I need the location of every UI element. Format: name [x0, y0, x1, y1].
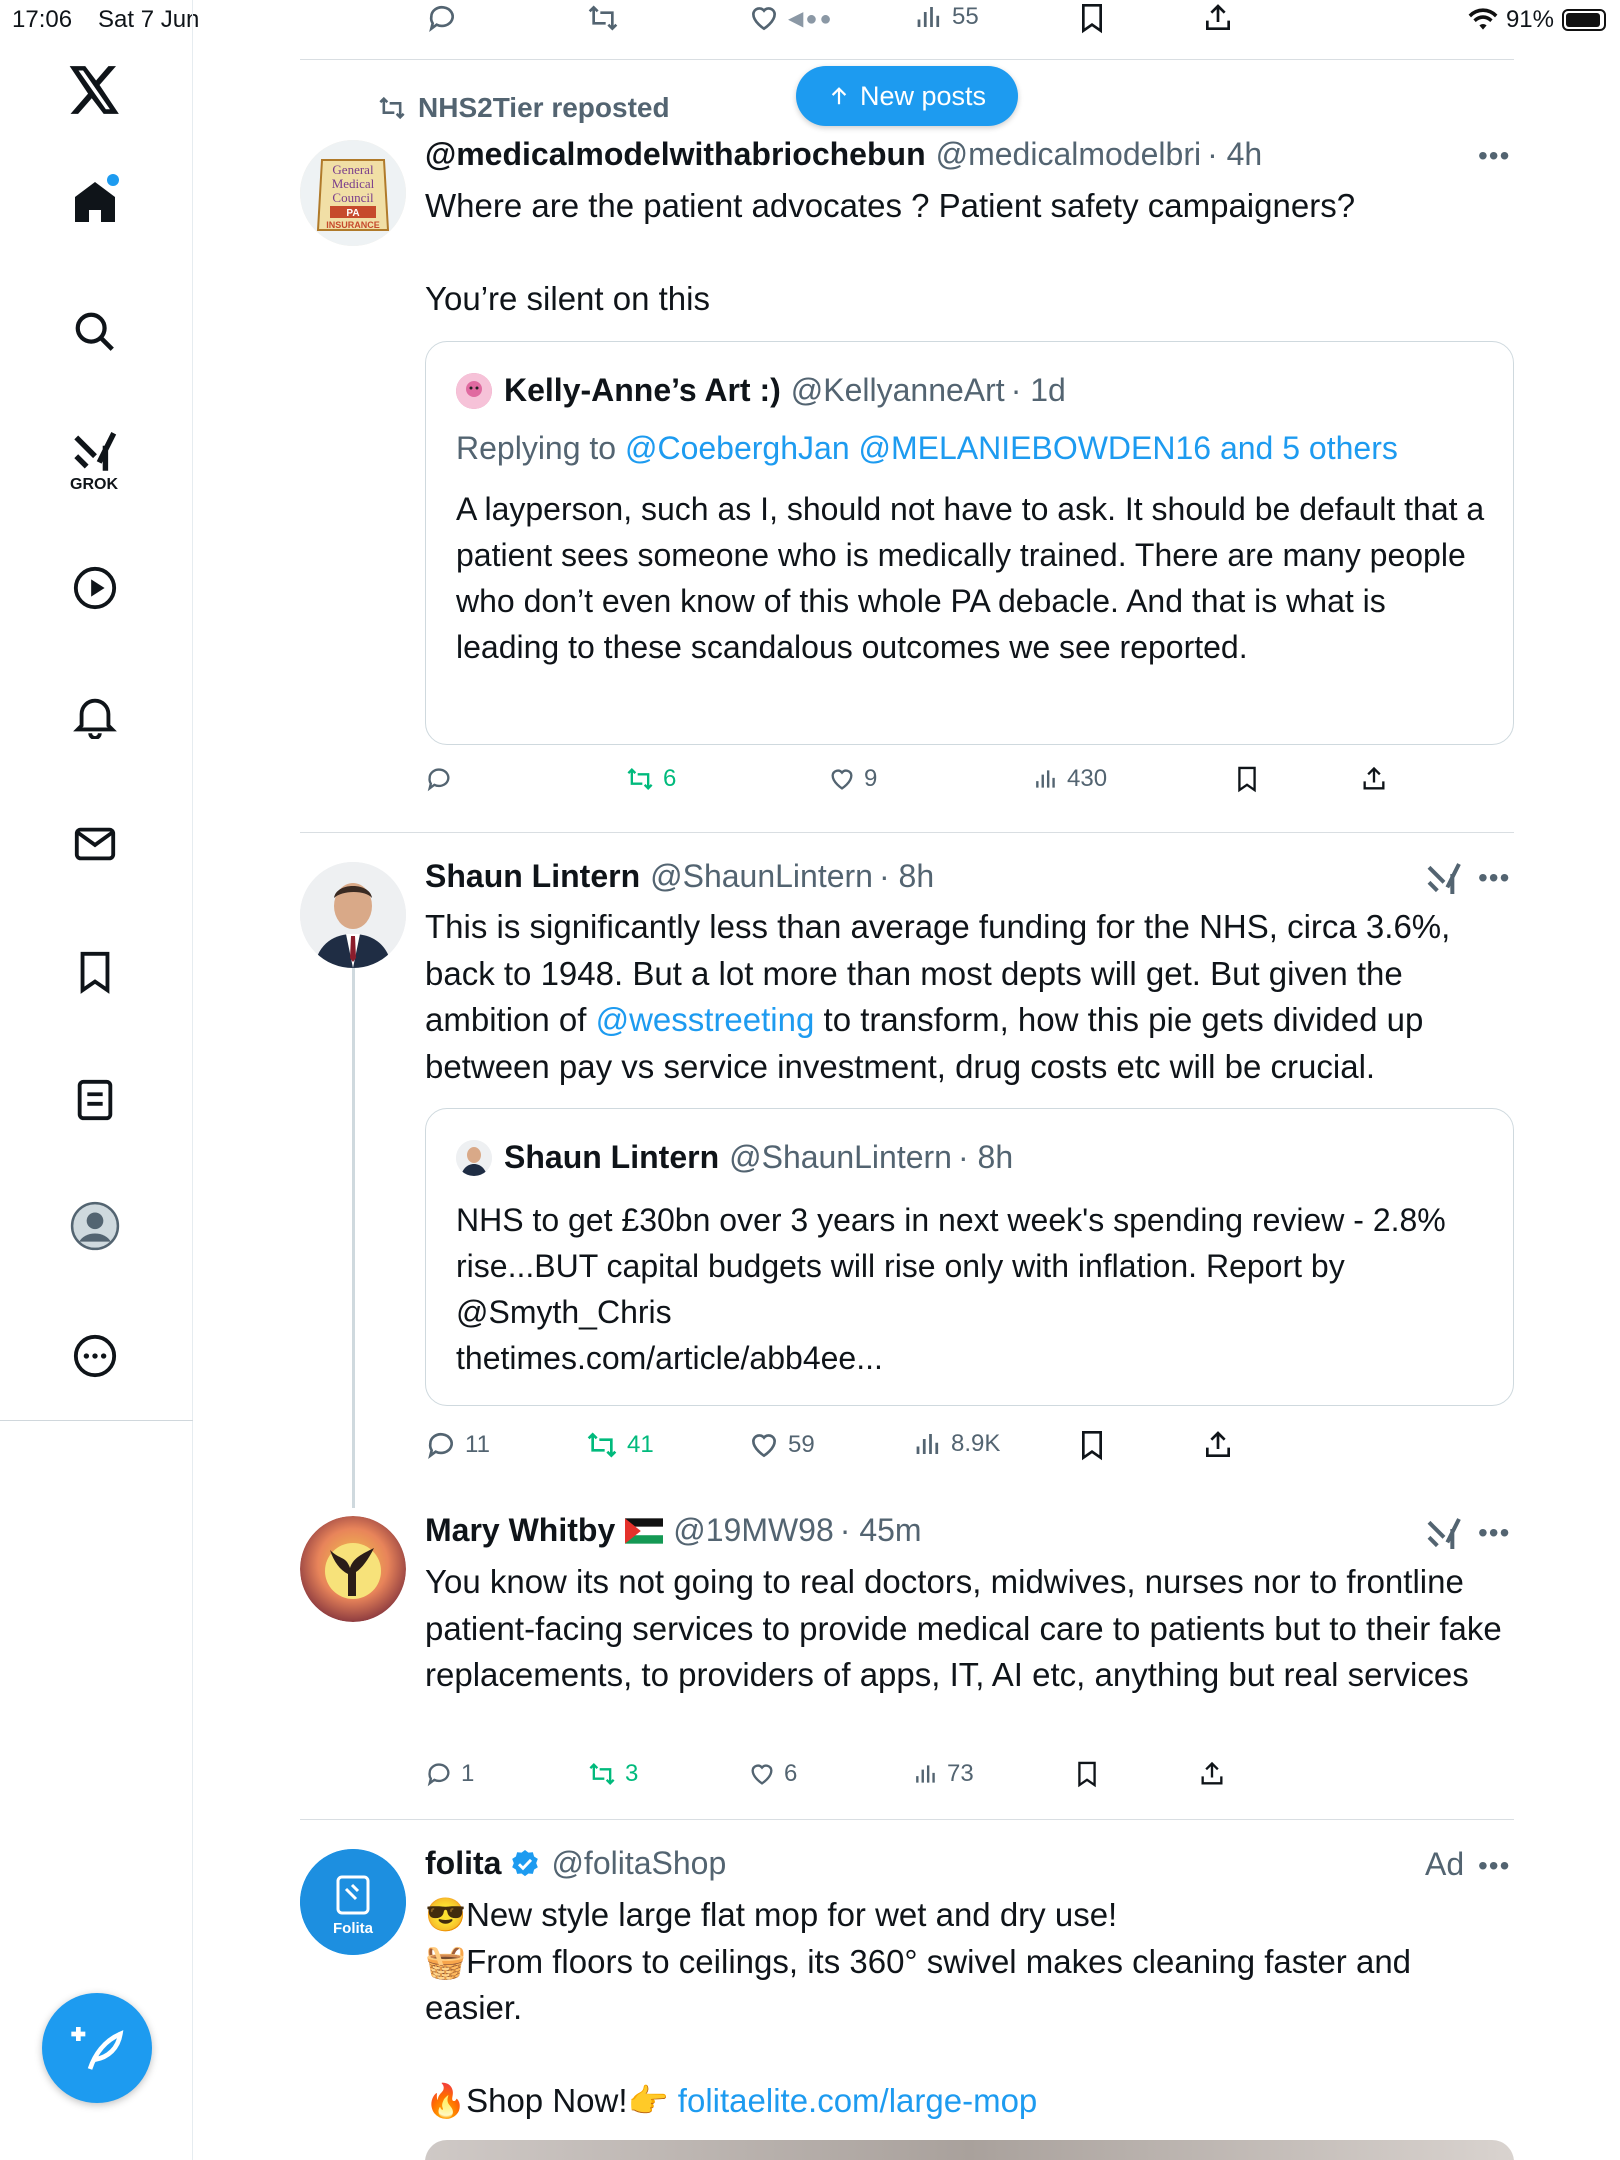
views-icon	[913, 1429, 943, 1459]
ad-line	[425, 1892, 1515, 1939]
grok-explain-icon[interactable]	[1424, 860, 1464, 898]
tweet-header	[425, 1512, 922, 1549]
more-options-icon[interactable]: •••	[1478, 862, 1511, 893]
avatar-text: PA	[346, 208, 360, 219]
repost-icon	[376, 94, 408, 122]
avatar[interactable]	[300, 140, 406, 246]
views-button[interactable]	[913, 1760, 974, 1788]
replying-prefix: Replying to	[456, 430, 617, 466]
author-name[interactable]: folita	[425, 1845, 502, 1881]
like-button[interactable]	[828, 765, 877, 793]
sidebar	[0, 0, 193, 2160]
views-button[interactable]	[914, 2, 979, 32]
sidebar-item-profile[interactable]	[55, 1186, 135, 1266]
author-name[interactable]: @medicalmodelwithabriochebun	[425, 136, 926, 172]
ad-label: Ad	[1425, 1846, 1465, 1882]
more-options-icon[interactable]: •••	[1478, 140, 1511, 171]
verified-badge-icon	[509, 1848, 541, 1880]
reply-button[interactable]	[425, 1760, 474, 1788]
quote-time: · 8h	[957, 1139, 1014, 1175]
tweet-actions	[425, 1760, 1425, 1800]
x-logo-icon	[69, 66, 121, 114]
quoted-tweet[interactable]	[425, 341, 1514, 745]
tweet-divider	[300, 832, 1514, 833]
tweet-time[interactable]: · 8h	[878, 858, 935, 894]
grok-icon	[70, 429, 120, 475]
compose-icon	[69, 2020, 125, 2076]
tweet-header	[425, 136, 1262, 173]
like-icon	[748, 1760, 776, 1788]
new-posts-button[interactable]	[796, 66, 1018, 126]
author-handle[interactable]: @19MW98	[673, 1512, 834, 1548]
mary-avatar-image	[300, 1516, 406, 1622]
quote-link[interactable]: thetimes.com/article/abb4ee...	[456, 1340, 883, 1376]
basket-emoji: 🧺	[425, 1942, 467, 1980]
quote-text: A layperson, such as I, should not have to ask. It should be default that a patient sees someone who is medically trained. There are many people who don’t even know of this whole PA debacle. And that is what is leading to these scandalous outcomes we see reported.	[456, 491, 1485, 665]
sidebar-item-video[interactable]	[55, 548, 135, 628]
repost-count: 41	[627, 1431, 654, 1458]
avatar-text: INSURANCE	[326, 220, 380, 230]
reply-button[interactable]	[426, 2, 458, 34]
share-button[interactable]	[1202, 2, 1234, 34]
status-right	[1468, 6, 1606, 34]
author-handle[interactable]: @medicalmodelbri	[935, 136, 1202, 172]
avatar-text: General	[332, 162, 374, 177]
share-icon	[1360, 765, 1388, 793]
quoted-tweet[interactable]	[425, 1108, 1514, 1406]
bookmark-icon	[1076, 2, 1108, 34]
pointing-emoji: 👉	[627, 2081, 669, 2119]
bookmark-icon	[1076, 1429, 1108, 1461]
folita-logo	[300, 1849, 406, 1955]
views-icon	[914, 2, 944, 32]
like-icon	[748, 1429, 780, 1461]
quote-avatar	[456, 1140, 492, 1176]
loading-dots-icon: ◀●●	[788, 7, 834, 30]
paragraph-gap	[425, 230, 1515, 276]
ad-media-image[interactable]	[425, 2140, 1514, 2160]
status-time: 17:06	[12, 6, 73, 33]
replying-to	[456, 430, 1398, 467]
views-count: 73	[947, 1760, 974, 1787]
grok-label: GROK	[70, 476, 118, 493]
quote-avatar	[456, 373, 492, 409]
views-button[interactable]	[1033, 765, 1107, 793]
repost-button[interactable]	[585, 1429, 654, 1461]
more-options-icon[interactable]: •••	[1478, 1517, 1511, 1548]
ad-text: New style large flat mop for wet and dry use!	[466, 1896, 1118, 1933]
views-count: 55	[952, 3, 979, 30]
reply-icon	[425, 765, 453, 793]
reply-count: 1	[461, 1760, 475, 1787]
battery-icon	[1562, 9, 1606, 31]
reply-button[interactable]	[425, 765, 453, 793]
sidebar-item-lists[interactable]	[55, 1060, 135, 1140]
more-icon	[72, 1333, 118, 1379]
repost-icon	[587, 1760, 617, 1788]
reply-count: 11	[465, 1431, 490, 1458]
tweet-text-part: to transform, how this pie gets divided up between pay vs service investment, drug costs etc will be crucial.	[425, 1001, 1424, 1085]
bookmark-button[interactable]	[1073, 1760, 1101, 1788]
ad-link[interactable]: folitaelite.com/large-mop	[677, 2081, 1038, 2119]
repost-icon	[586, 2, 620, 34]
tweet-text	[425, 1892, 1515, 2124]
paragraph-gap	[425, 2032, 1515, 2078]
share-icon	[1202, 1429, 1234, 1461]
quote-text-body: NHS to get £30bn over 3 years in next week's spending review - 2.8% rise...BUT capital budgets will rise only with inflation. Report by @Smyth_Chris	[456, 1202, 1446, 1330]
ad-line	[425, 1939, 1515, 2032]
tweet-time[interactable]: · 4h	[1207, 136, 1263, 172]
bookmark-button[interactable]	[1076, 1429, 1108, 1461]
repost-button[interactable]	[625, 765, 676, 793]
quote-avatar-image	[456, 373, 492, 409]
repost-button[interactable]	[586, 2, 620, 34]
repost-button[interactable]	[587, 1760, 638, 1788]
views-icon	[913, 1761, 939, 1787]
ad-text: Shop Now!	[466, 2081, 628, 2119]
tweet-text-part: This is significantly less than average funding for the NHS, circa 3.6%, back to 1948. But a lot more than most depts will get. But given the ambition of	[425, 908, 1451, 1038]
author-name[interactable]: Mary Whitby	[425, 1512, 616, 1548]
reply-icon	[425, 1429, 457, 1461]
new-posts-label: New posts	[859, 80, 987, 111]
fire-emoji: 🔥	[425, 2081, 467, 2119]
arrow-up-icon	[828, 84, 850, 108]
bookmark-button[interactable]	[1076, 2, 1108, 34]
gmc-avatar-image	[300, 140, 406, 246]
quote-author-handle: @KellyanneArt	[790, 372, 1005, 408]
like-count: 59	[788, 1431, 815, 1458]
ad-line	[425, 2078, 1515, 2125]
author-name[interactable]: Shaun Lintern	[425, 858, 641, 894]
quote-avatar-image	[456, 1140, 492, 1176]
views-button[interactable]	[913, 1429, 1000, 1459]
tweet-actions	[425, 1429, 1425, 1469]
sidebar-item-search[interactable]	[55, 292, 135, 372]
messages-icon	[72, 821, 118, 867]
lists-icon	[72, 1077, 118, 1123]
mention-link[interactable]: @wesstreeting	[595, 1001, 815, 1038]
bookmark-button[interactable]	[1233, 765, 1261, 793]
tweet-text	[425, 183, 1515, 322]
repost-icon	[625, 765, 655, 793]
like-icon	[748, 2, 780, 34]
replying-to-users[interactable]: @CoeberghJan @MELANIEBOWDEN16 and 5 others	[624, 430, 1398, 466]
share-icon	[1198, 1760, 1226, 1788]
wifi-icon	[1468, 8, 1498, 32]
avatar-label: Folita	[333, 1920, 373, 1937]
compose-button[interactable]	[42, 1993, 152, 2103]
search-icon	[72, 309, 118, 355]
avatar-text: Council	[332, 190, 374, 205]
quote-header	[456, 372, 1066, 409]
bookmarks-icon	[72, 949, 118, 995]
sunglasses-emoji: 😎	[425, 1896, 467, 1933]
share-icon	[1202, 2, 1234, 34]
repost-count: 3	[625, 1760, 639, 1787]
reply-icon	[425, 1760, 453, 1788]
like-button[interactable]	[748, 1760, 797, 1788]
tweet-text: You know its not going to real doctors, midwives, nurses nor to frontline patient-facing services to provide medical care to patients but to their fake replacements, to providers of apps, IT, AI etc, anything but real services	[425, 1563, 1502, 1693]
like-button[interactable]	[748, 2, 834, 34]
like-button[interactable]	[748, 1429, 815, 1461]
quote-author-name: Shaun Lintern	[504, 1139, 720, 1175]
repost-label: NHS2Tier reposted	[418, 92, 670, 123]
share-button[interactable]	[1360, 765, 1388, 793]
status-date: Sat 7 Jun	[98, 6, 200, 33]
views-count: 8.9K	[951, 1430, 1001, 1457]
repost-indicator[interactable]	[376, 92, 670, 124]
sidebar-item-messages[interactable]	[55, 804, 135, 884]
tweet-divider	[300, 1819, 1514, 1820]
ad-text: From floors to ceilings, its 360° swivel makes cleaning faster and easier.	[425, 1942, 1412, 2026]
author-handle[interactable]: @ShaunLintern	[650, 858, 873, 894]
share-button[interactable]	[1198, 1760, 1226, 1788]
tweet-header	[425, 1845, 726, 1882]
quote-time: · 1d	[1010, 372, 1066, 408]
sidebar-item-more[interactable]	[55, 1316, 135, 1396]
tweet-header	[425, 858, 934, 895]
avatar-text: Medical	[331, 176, 375, 191]
previous-tweet-actions	[300, 0, 1300, 40]
x-logo[interactable]	[55, 50, 135, 130]
tweet-divider	[300, 59, 1514, 60]
like-count: 9	[864, 765, 878, 792]
battery-percent: 91%	[1505, 6, 1554, 33]
notifications-icon	[72, 693, 118, 739]
author-handle[interactable]: @folitaShop	[551, 1845, 727, 1881]
repost-icon	[585, 1429, 619, 1461]
sidebar-divider	[0, 1420, 193, 1421]
quote-text	[456, 1197, 1486, 1381]
palestine-flag-icon	[625, 1518, 663, 1544]
like-count: 6	[784, 1760, 798, 1787]
quote-header	[456, 1139, 1013, 1176]
thread-line	[352, 968, 355, 1508]
reply-button[interactable]	[425, 1429, 490, 1461]
sidebar-item-notifications[interactable]	[55, 676, 135, 756]
tweet-text-line: Where are the patient advocates ? Patient safety campaigners?	[425, 187, 1356, 224]
more-options-icon[interactable]: •••	[1478, 1850, 1511, 1881]
views-icon	[1033, 766, 1059, 792]
bookmark-icon	[1233, 765, 1261, 793]
tweet-text-line: You’re silent on this	[425, 279, 710, 317]
repost-count: 6	[663, 765, 677, 792]
quote-author-name: Kelly-Anne’s Art :)	[504, 372, 781, 408]
like-icon	[828, 765, 856, 793]
bookmark-icon	[1073, 1760, 1101, 1788]
views-count: 430	[1067, 765, 1108, 792]
reply-icon	[426, 2, 458, 34]
share-button[interactable]	[1202, 1429, 1234, 1461]
home-notification-dot	[107, 174, 119, 186]
quote-author-handle: @ShaunLintern	[729, 1139, 952, 1175]
tweet-actions	[425, 765, 1425, 805]
profile-icon	[70, 1201, 120, 1251]
avatar[interactable]	[300, 1516, 406, 1622]
avatar[interactable]	[300, 1849, 406, 1955]
sidebar-item-bookmarks[interactable]	[55, 932, 135, 1012]
avatar[interactable]	[300, 862, 406, 968]
sidebar-item-home[interactable]	[55, 162, 135, 242]
tweet-time[interactable]: · 45m	[839, 1512, 922, 1548]
grok-explain-icon[interactable]	[1424, 1515, 1464, 1553]
video-icon	[72, 565, 118, 611]
shaun-avatar-image	[300, 862, 406, 968]
tweet-text	[425, 904, 1515, 1090]
